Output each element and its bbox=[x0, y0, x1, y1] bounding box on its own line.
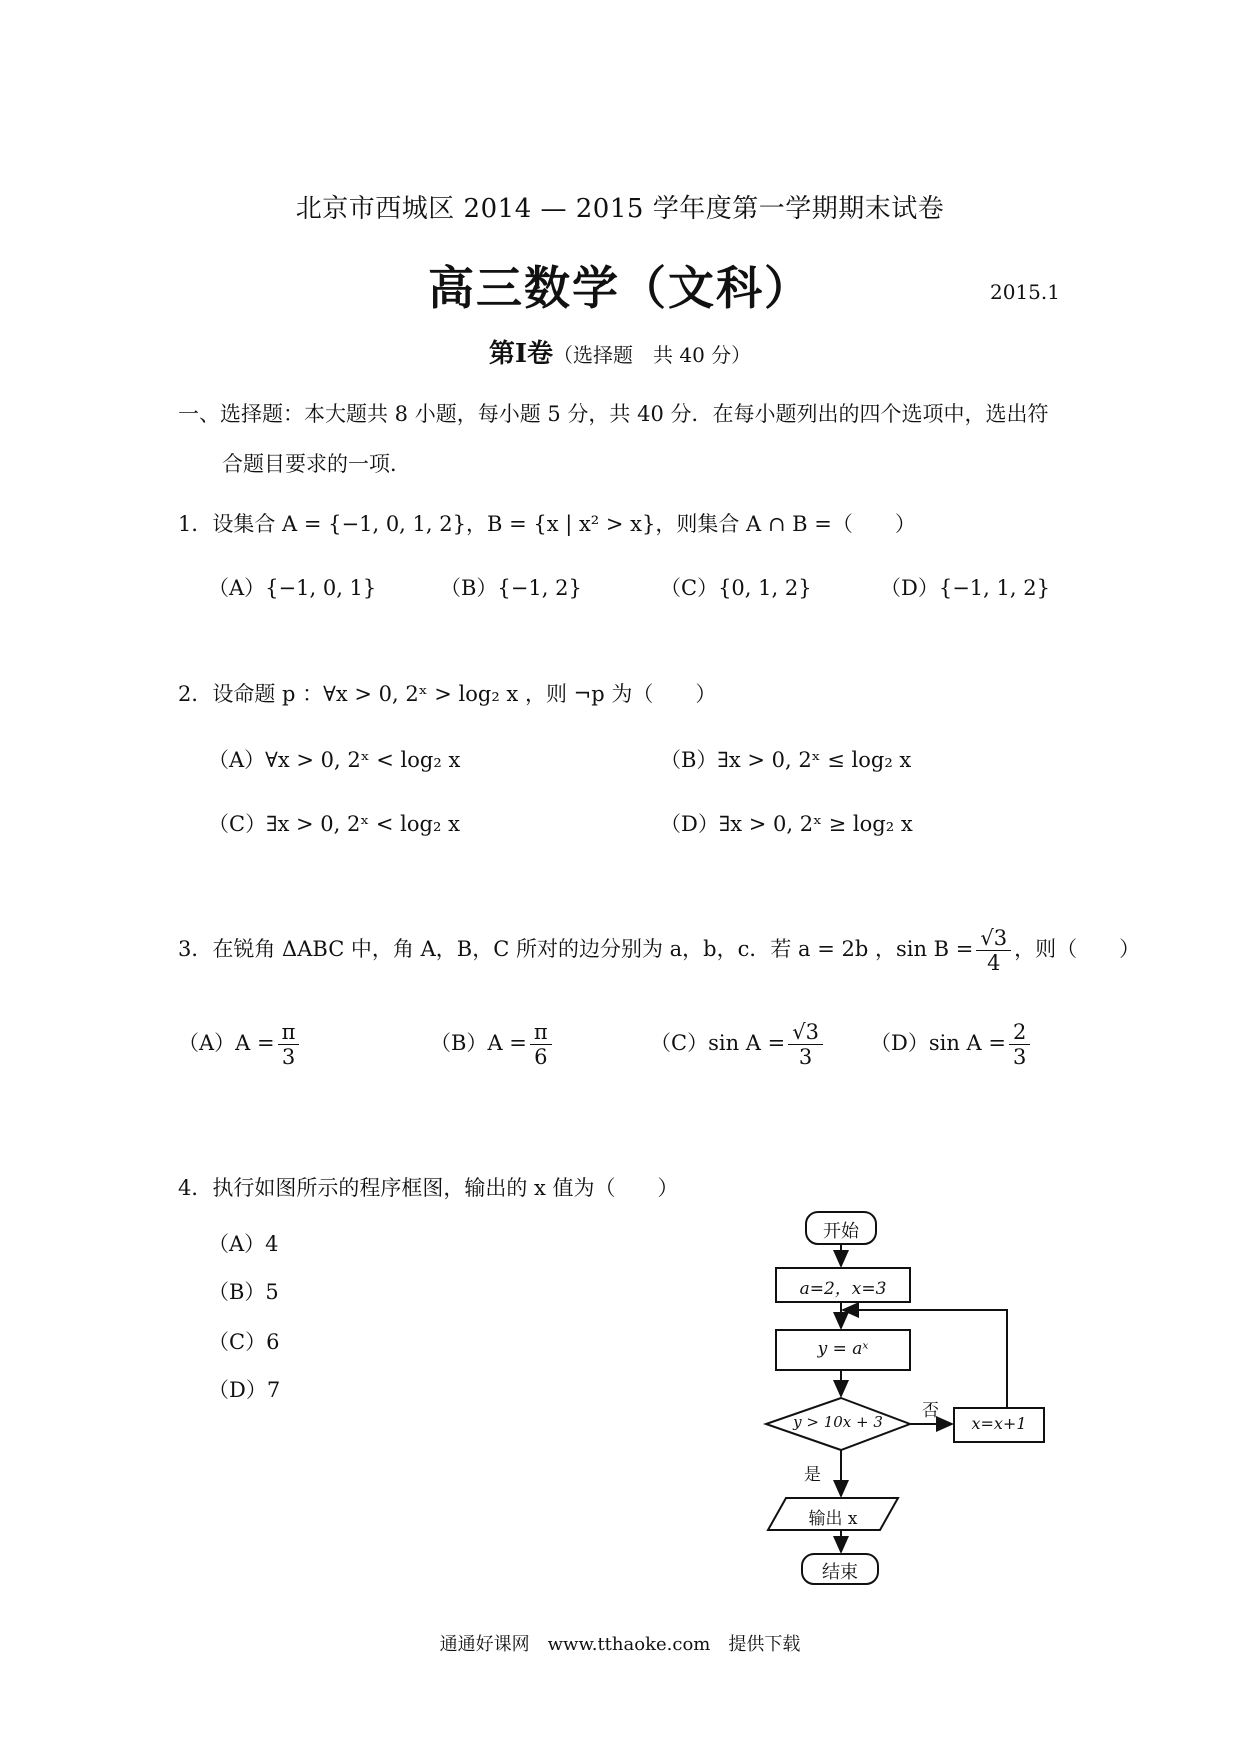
flowchart-loop-line bbox=[843, 1310, 1007, 1408]
question-3-option-d[interactable]: （D）sin A = $\frac{2}{3}$ bbox=[870, 1020, 1033, 1069]
part-label: 第Ⅰ卷 bbox=[488, 339, 553, 369]
question-4-stem: 4．执行如图所示的程序框图，输出的 x 值为（ ） bbox=[178, 1176, 679, 1200]
flowchart-yes-label: 是 bbox=[804, 1465, 821, 1485]
question-4-option-c[interactable]: （C）6 bbox=[208, 1330, 280, 1354]
question-2-stem: 2．设命题 p ：∀x > 0, 2ˣ > log₂ x ，则 ¬p 为（ ） bbox=[178, 682, 717, 706]
question-3-stem-text: 3．在锐角 ΔABC 中，角 A，B，C 所对的边分别为 a，b，c．若 a = 2b ，sin B = bbox=[178, 937, 974, 961]
flowchart-start-label: 开始 bbox=[823, 1221, 859, 1242]
flowchart-no-label: 否 bbox=[922, 1401, 939, 1421]
question-1-option-d[interactable]: （D）{−1, 1, 2} bbox=[880, 576, 1050, 600]
question-1-option-a[interactable]: （A）{−1, 0, 1} bbox=[208, 576, 377, 600]
section-instructions-line1: 一、选择题：本大题共 8 小题，每小题 5 分，共 40 分．在每小题列出的四个选项中，选出符 bbox=[178, 402, 1049, 426]
exam-date: 2015.1 bbox=[990, 280, 1060, 304]
page-title: 高三数学（文科） bbox=[428, 261, 812, 315]
question-2-option-c[interactable]: （C）∃x > 0, 2ˣ < log₂ x bbox=[208, 812, 460, 836]
question-2-option-d[interactable]: （D）∃x > 0, 2ˣ ≥ log₂ x bbox=[660, 812, 913, 836]
question-3-stem-tail: ，则（ ） bbox=[1014, 937, 1141, 961]
question-3-option-c[interactable]: （C）sin A = $\frac{√3}{3}$ bbox=[650, 1020, 826, 1069]
question-3-option-a[interactable]: （A）A = $\frac{\pi}{3}$ bbox=[178, 1020, 302, 1069]
flowchart-condition-label: y > 10x + 3 bbox=[793, 1413, 883, 1431]
exam-header: 北京市西城区 2014 — 2015 学年度第一学期期末试卷 bbox=[295, 194, 945, 224]
question-1-option-c[interactable]: （C）{0, 1, 2} bbox=[660, 576, 812, 600]
question-1-stem: 1．设集合 A = {−1, 0, 1, 2}，B = {x | x² > x}，则集合 A ∩ B =（ ） bbox=[178, 512, 916, 536]
question-2-option-b[interactable]: （B）∃x > 0, 2ˣ ≤ log₂ x bbox=[660, 748, 912, 772]
question-2-option-a[interactable]: （A）∀x > 0, 2ˣ < log₂ x bbox=[208, 748, 461, 772]
footer-source: 通通好课网 www.tthaoke.com 提供下载 bbox=[439, 1634, 801, 1655]
flowchart-assign-label: y = aˣ bbox=[817, 1339, 869, 1359]
question-1-option-b[interactable]: （B）{−1, 2} bbox=[440, 576, 582, 600]
part-note: （选择题 共 40 分） bbox=[553, 343, 752, 367]
flowchart-increment-label: x=x+1 bbox=[971, 1414, 1027, 1433]
flowchart-output-label: 输出 x bbox=[808, 1509, 858, 1529]
question-3-fraction: $\frac{√3}{4}$ bbox=[976, 926, 1011, 975]
question-3-option-b[interactable]: （B）A = $\frac{\pi}{6}$ bbox=[430, 1020, 555, 1069]
flowchart-init-label: a=2，x=3 bbox=[799, 1279, 887, 1299]
question-4-option-a[interactable]: （A）4 bbox=[208, 1232, 279, 1256]
flowchart-end-label: 结束 bbox=[822, 1562, 858, 1583]
question-4-option-d[interactable]: （D）7 bbox=[208, 1378, 281, 1402]
section-instructions-line2: 合题目要求的一项． bbox=[222, 452, 411, 476]
question-4-option-b[interactable]: （B）5 bbox=[208, 1280, 279, 1304]
